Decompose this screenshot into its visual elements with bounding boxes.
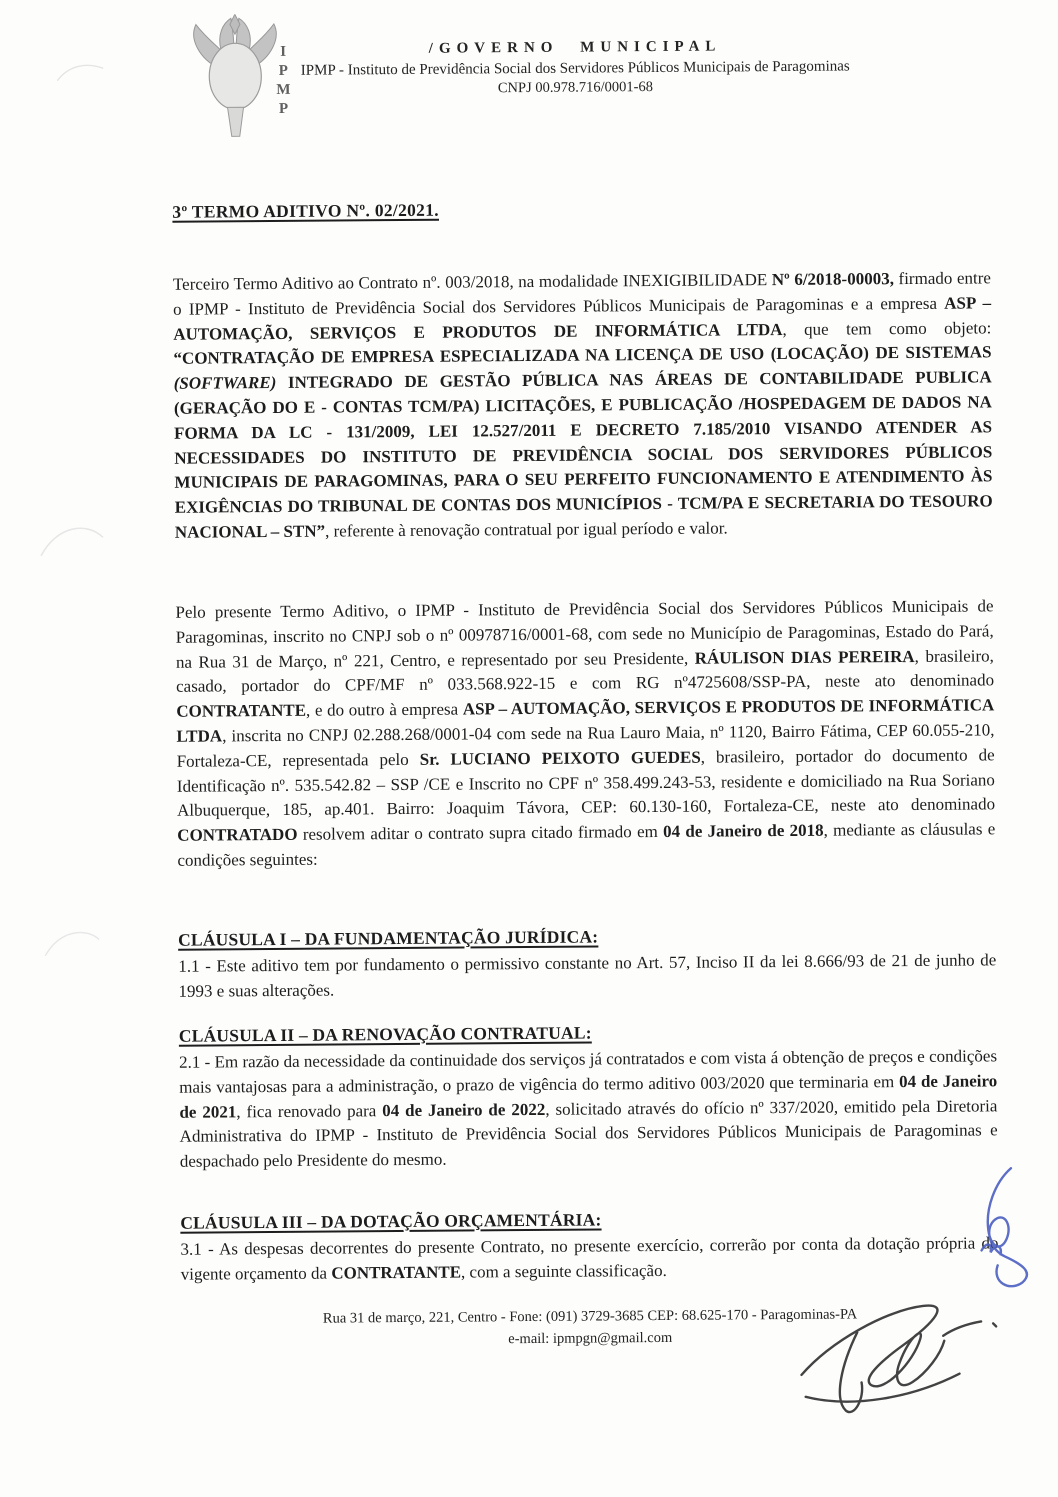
- clause-3: [180, 1206, 999, 1287]
- clause-3-heading: CLÁUSULA III – DA DOTAÇÃO ORÇAMENTÁRIA:: [180, 1209, 602, 1233]
- clause-2: [179, 1019, 998, 1174]
- clause-1-body: 1.1 - Este aditivo tem por fundamento o permissivo constante no Art. 57, Inciso II da lei 8.666/93 de 21 de junho de 1993 e suas alterações.: [178, 950, 997, 1001]
- margin-smudge-icon: [40, 921, 104, 966]
- footer-address-line: Rua 31 de março, 221, Centro - Fone: (091) 3729-3685 CEP: 68.625-170 - Paragominas-PA: [322, 1306, 858, 1327]
- clause-1: [178, 923, 997, 1004]
- blue-initials-paraph-icon: [955, 1162, 1052, 1289]
- clause-2-heading: CLÁUSULA II – DA RENOVAÇÃO CONTRATUAL:: [178, 1022, 592, 1046]
- clause-1-heading: CLÁUSULA I – DA FUNDAMENTAÇÃO JURÍDICA:: [178, 926, 599, 950]
- clause-3-body: 3.1 - As despesas decorrentes do presente Contrato, no presente exercício, correrão por conta da dotação própria do vigente orçamento da CONTRATANTE, com a seguinte classificação.: [180, 1233, 999, 1284]
- clause-2-body: 2.1 - Em razão da necessidade da continuidade dos serviços já contratados e com vista á obtenção de preços e condições mais vantajosas para a administração, o prazo de vigência do termo aditivo 003/2020 que terminaria em 04 de Janeiro de 2021, fica renovado para 04 de Janeiro de 2022, solicitado através do ofício nº 337/2020, emitido pela Diretoria Administrativa do IPMP - Instituto de Previdência Social dos Servidores Públicos Municipais de Paragominas e despachado pelo Presidente do mesmo.: [178, 1046, 998, 1171]
- footer-email-line: e-mail: ipmpgn@gmail.com: [508, 1329, 673, 1348]
- logo-letters: IPMP: [275, 43, 292, 120]
- document-title: 3º TERMO ADITIVO Nº. 02/2021.: [172, 199, 439, 222]
- margin-smudge-icon: [35, 515, 109, 566]
- margin-smudge-icon: [53, 58, 107, 86]
- handwritten-signature-icon: [791, 1277, 1004, 1421]
- institute-line: IPMP - Instituto de Previdência Social dos Servidores Públicos Municipais de Paragominas: [300, 58, 850, 79]
- paragraph-parties: Pelo presente Termo Aditivo, o IPMP - Instituto de Previdência Social dos Servidores Públicos Municipais de Paragominas, inscrito no CNPJ sob o nº 00978716/0001-68, com sede no Município de Paragominas, Estado do Pará, na Rua 31 de Março, nº 221, Centro, e representado por seu Presidente, RÁULISON DIAS PEREIRA, brasileiro, casado, portador do CPF/MF nº 033.568.922-15 e com RG nº4725608/SSP-PA, neste ato denominado CONTRATANTE, e do outro à empresa ASP – AUTOMAÇÃO, SERVIÇOS E PRODUTOS DE INFORMÁTICA LTDA, inscrita no CNPJ 02.288.268/0001-04 com sede na Rua Lauro Maia, nº 1120, Bairro Fátima, CEP 60.055-210, Fortaleza-CE, representada pelo Sr. LUCIANO PEIXOTO GUEDES, brasileiro, portador do documento de Identificação nº. 535.542.82 – SSP /CE e Inscrito no CPF nº 358.499.243-53, residente e domiciliado na Rua Soriano Albuquerque, 185, ap.401. Bairro: Joaquim Távora, CEP: 60.130-160, Fortaleza-CE, neste ato denominado CONTRATADO resolvem aditar o contrato supra citado firmado em 04 de Janeiro de 2018, mediante as cláusulas e condições seguintes:: [175, 596, 996, 870]
- cnpj-line: CNPJ 00.978.716/0001-68: [497, 79, 654, 97]
- letterhead: [245, 37, 905, 99]
- paragraph-preamble: Terceiro Termo Aditivo ao Contrato nº. 003/2018, na modalidade INEXIGIBILIDADE Nº 6/2018-00003, firmado entre o IPMP - Instituto de Previdência Social dos Servidores Públicos Municipais de Paragominas e a empresa ASP – AUTOMAÇÃO, SERVIÇOS E PRODUTOS DE INFORMÁTICA LTDA, que tem como objeto: “CONTRATAÇÃO DE EMPRESA ESPECIALIZADA NA LICENÇA DE USO (LOCAÇÃO) DE SISTEMAS (SOFTWARE) INTEGRADO DE GESTÃO PÚBLICA NAS ÁREAS DE CONTABILIDADE PUBLICA (GERAÇÃO DO E - CONTAS TCM/PA) LICITAÇÕES, E PUBLICAÇÃO /HOSPEDAGEM DE DADOS NA FORMA DA LC - 131/2009, LEI 12.527/2011 E DECRETO 7.185/2010 VISANDO ATENDER AS NECESSIDADES DO INSTITUTO DE PREVIDÊNCIA SOCIAL DOS SERVIDORES PÚBLICOS MUNICIPAIS DE PARAGOMINAS, PARA O SEU PERFEITO FUNCIONAMENTO E ATENDIMENTO ÀS EXIGÊNCIAS DO TRIBUNAL DE CONTAS DOS MUNICÍPIOS - TCM/PA E SECRETARIA DO TESOURO NACIONAL – STN”, referente à renovação contratual por igual período e valor.: [172, 268, 993, 542]
- government-line: /GOVERNO MUNICIPAL: [428, 38, 722, 57]
